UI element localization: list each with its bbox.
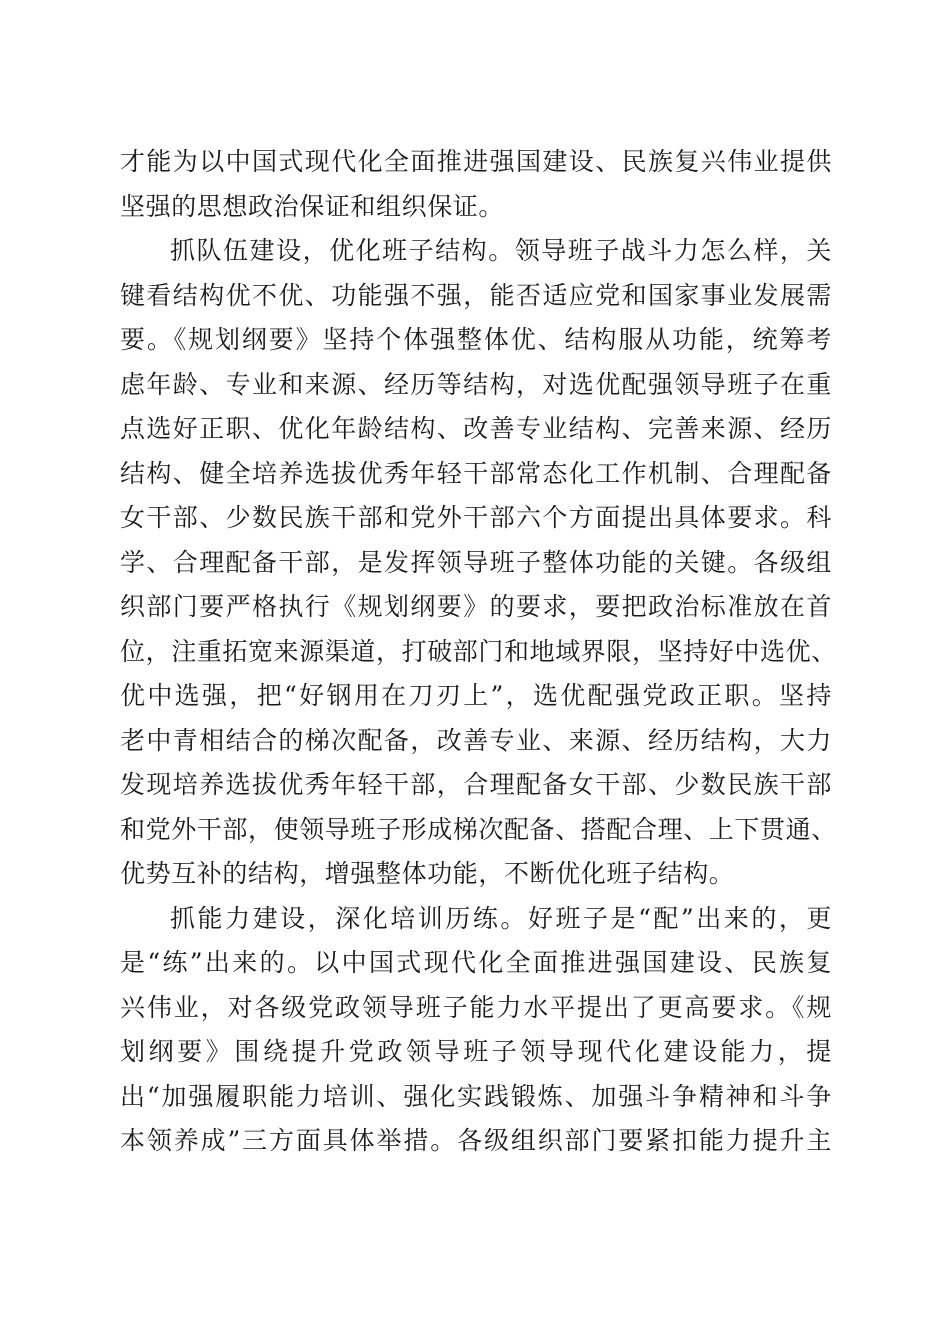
text-line: 老中青相结合的梯次配备，改善专业、来源、经历结构，大力 — [120, 725, 832, 755]
text-line: 优中选强，把“好钢用在刀刃上”，选优配强党政正职。坚持 — [120, 681, 832, 710]
text-line: 优势互补的结构，增强整体功能，不断优化班子结构。 — [120, 859, 735, 888]
text-line: 和党外干部，使领导班子形成梯次配备、搭配合理、上下贯通、 — [120, 814, 837, 844]
text-line: 位，注重拓宽来源渠道，打破部门和地域界限，坚持好中选优、 — [120, 636, 837, 666]
text-line: 点选好正职、优化年龄结构、改善专业结构、完善来源、经历 — [120, 414, 832, 443]
text-line: 抓能力建设，深化培训历练。好班子是“配”出来的，更 — [170, 903, 832, 933]
text-line: 虑年龄、专业和来源、经历等结构，对选优配强领导班子在重 — [120, 369, 832, 399]
text-line: 出“加强履职能力培训、强化实践锻炼、加强斗争精神和斗争 — [120, 1081, 832, 1111]
text-line: 发现培养选拔优秀年轻干部，合理配备女干部、少数民族干部 — [120, 770, 832, 799]
text-line: 要。《规划纲要》坚持个体强整体优、结构服从功能，统筹考 — [120, 325, 832, 354]
text-line: 结构、健全培养选拔优秀年轻干部常态化工作机制、合理配备 — [120, 458, 832, 488]
text-line: 坚强的思想政治保证和组织保证。 — [120, 191, 505, 221]
text-line: 本领养成”三方面具体举措。各级组织部门要紧扣能力提升主 — [120, 1126, 832, 1155]
text-line: 女干部、少数民族干部和党外干部六个方面提出具体要求。科 — [120, 503, 832, 532]
paragraph-3 — [120, 897, 832, 1164]
text-line: 键看结构优不优、功能强不强，能否适应党和国家事业发展需 — [120, 280, 832, 310]
text-line: 学、合理配备干部，是发挥领导班子整体功能的关键。各级组 — [120, 547, 832, 577]
text-line: 抓队伍建设，优化班子结构。领导班子战斗力怎么样，关 — [170, 236, 832, 265]
text-line: 织部门要严格执行《规划纲要》的要求，要把政治标准放在首 — [120, 592, 832, 621]
text-line: 划纲要》围绕提升党政领导班子领导现代化建设能力，提 — [120, 1037, 832, 1066]
body-text — [120, 140, 837, 1164]
text-line: 才能为以中国式现代化全面推进强国建设、民族复兴伟业提供 — [120, 147, 832, 176]
text-line: 是“练”出来的。以中国式现代化全面推进强国建设、民族复 — [120, 948, 832, 977]
paragraph-2 — [120, 229, 837, 897]
text-line: 兴伟业，对各级党政领导班子能力水平提出了更高要求。《规 — [120, 992, 832, 1022]
paragraph-1 — [120, 140, 832, 229]
